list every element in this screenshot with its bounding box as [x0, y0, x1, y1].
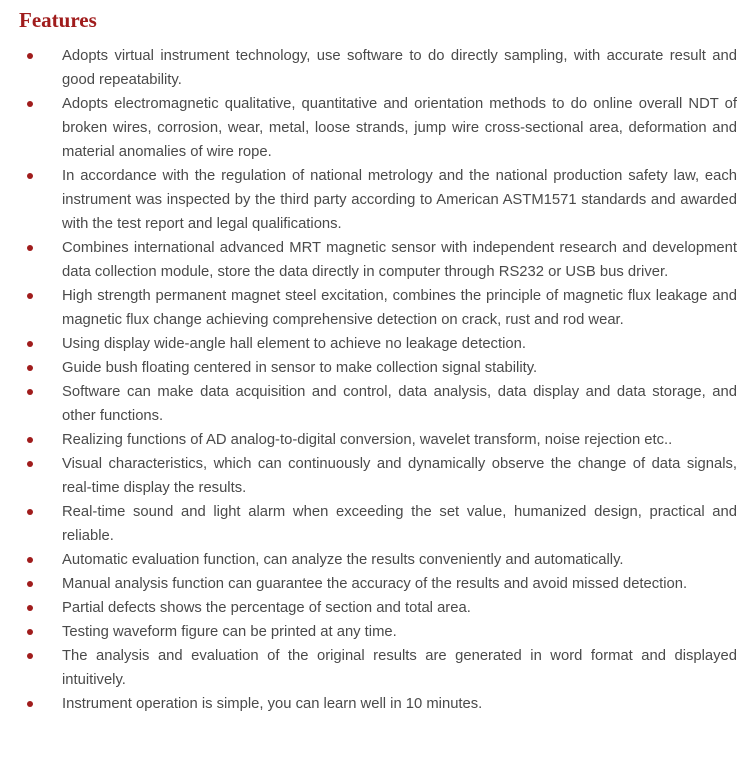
bullet-dot-icon — [27, 557, 33, 563]
feature-text: Realizing functions of AD analog-to-digital conversion, wavelet transform, noise rejection etc.. — [62, 432, 673, 448]
feature-item — [0, 428, 750, 452]
bullet-dot-icon — [27, 701, 33, 707]
feature-text: Automatic evaluation function, can analyze the results conveniently and automatically. — [62, 552, 624, 568]
bullet-dot-icon — [27, 293, 33, 299]
bullet-dot-icon — [27, 245, 33, 251]
feature-text: Adopts virtual instrument technology, use software to do directly sampling, with accurate result and good repeatability. — [62, 48, 737, 88]
feature-text: Guide bush floating centered in sensor to make collection signal stability. — [62, 360, 538, 376]
bullet-dot-icon — [27, 341, 33, 347]
bullet-dot-icon — [27, 173, 33, 179]
bullet-dot-icon — [27, 389, 33, 395]
feature-item — [0, 692, 750, 716]
feature-text: Combines international advanced MRT magnetic sensor with independent research and development data collection module, store the data directly in computer through RS232 or USB bus driver. — [62, 240, 737, 280]
feature-item — [0, 164, 750, 236]
bullet-dot-icon — [27, 53, 33, 59]
feature-item — [0, 380, 750, 428]
feature-item — [0, 548, 750, 572]
feature-item — [0, 44, 750, 92]
bullet-dot-icon — [27, 365, 33, 371]
feature-text: High strength permanent magnet steel excitation, combines the principle of magnetic flux leakage and magnetic flux change achieving comprehensive detection on crack, rust and rod wear. — [62, 288, 737, 328]
feature-text: Partial defects shows the percentage of section and total area. — [62, 600, 471, 616]
feature-text: Instrument operation is simple, you can learn well in 10 minutes. — [62, 696, 483, 712]
features-heading: Features — [19, 8, 97, 32]
feature-item — [0, 572, 750, 596]
feature-text: Using display wide-angle hall element to achieve no leakage detection. — [62, 336, 526, 352]
bullet-dot-icon — [27, 629, 33, 635]
feature-item — [0, 236, 750, 284]
feature-text: Visual characteristics, which can continuously and dynamically observe the change of data signals, real-time display the results. — [62, 456, 737, 496]
bullet-dot-icon — [27, 653, 33, 659]
bullet-dot-icon — [27, 437, 33, 443]
feature-text: Real-time sound and light alarm when exceeding the set value, humanized design, practical and reliable. — [62, 504, 737, 544]
bullet-dot-icon — [27, 101, 33, 107]
feature-item — [0, 500, 750, 548]
feature-item — [0, 452, 750, 500]
feature-item — [0, 644, 750, 692]
bullet-dot-icon — [27, 581, 33, 587]
feature-item — [0, 92, 750, 164]
feature-item — [0, 332, 750, 356]
feature-item — [0, 356, 750, 380]
bullet-dot-icon — [27, 461, 33, 467]
feature-text: Testing waveform figure can be printed at any time. — [62, 624, 397, 640]
feature-text: The analysis and evaluation of the original results are generated in word format and displayed intuitively. — [62, 648, 737, 688]
bullet-dot-icon — [27, 605, 33, 611]
feature-text: Software can make data acquisition and control, data analysis, data display and data storage, and other functions. — [62, 384, 737, 424]
feature-item — [0, 596, 750, 620]
feature-text: In accordance with the regulation of national metrology and the national production safety law, each instrument was inspected by the third party according to American ASTM1571 standards and awarded with the test report and legal qualifications. — [62, 168, 737, 232]
bullet-dot-icon — [27, 509, 33, 515]
feature-text: Adopts electromagnetic qualitative, quantitative and orientation methods to do online overall NDT of broken wires, corrosion, wear, metal, loose strands, jump wire cross-sectional area, deformation and material anomalies of wire rope. — [62, 96, 737, 160]
features-list — [0, 44, 750, 716]
feature-item — [0, 284, 750, 332]
feature-item — [0, 620, 750, 644]
feature-text: Manual analysis function can guarantee the accuracy of the results and avoid missed detection. — [62, 576, 688, 592]
